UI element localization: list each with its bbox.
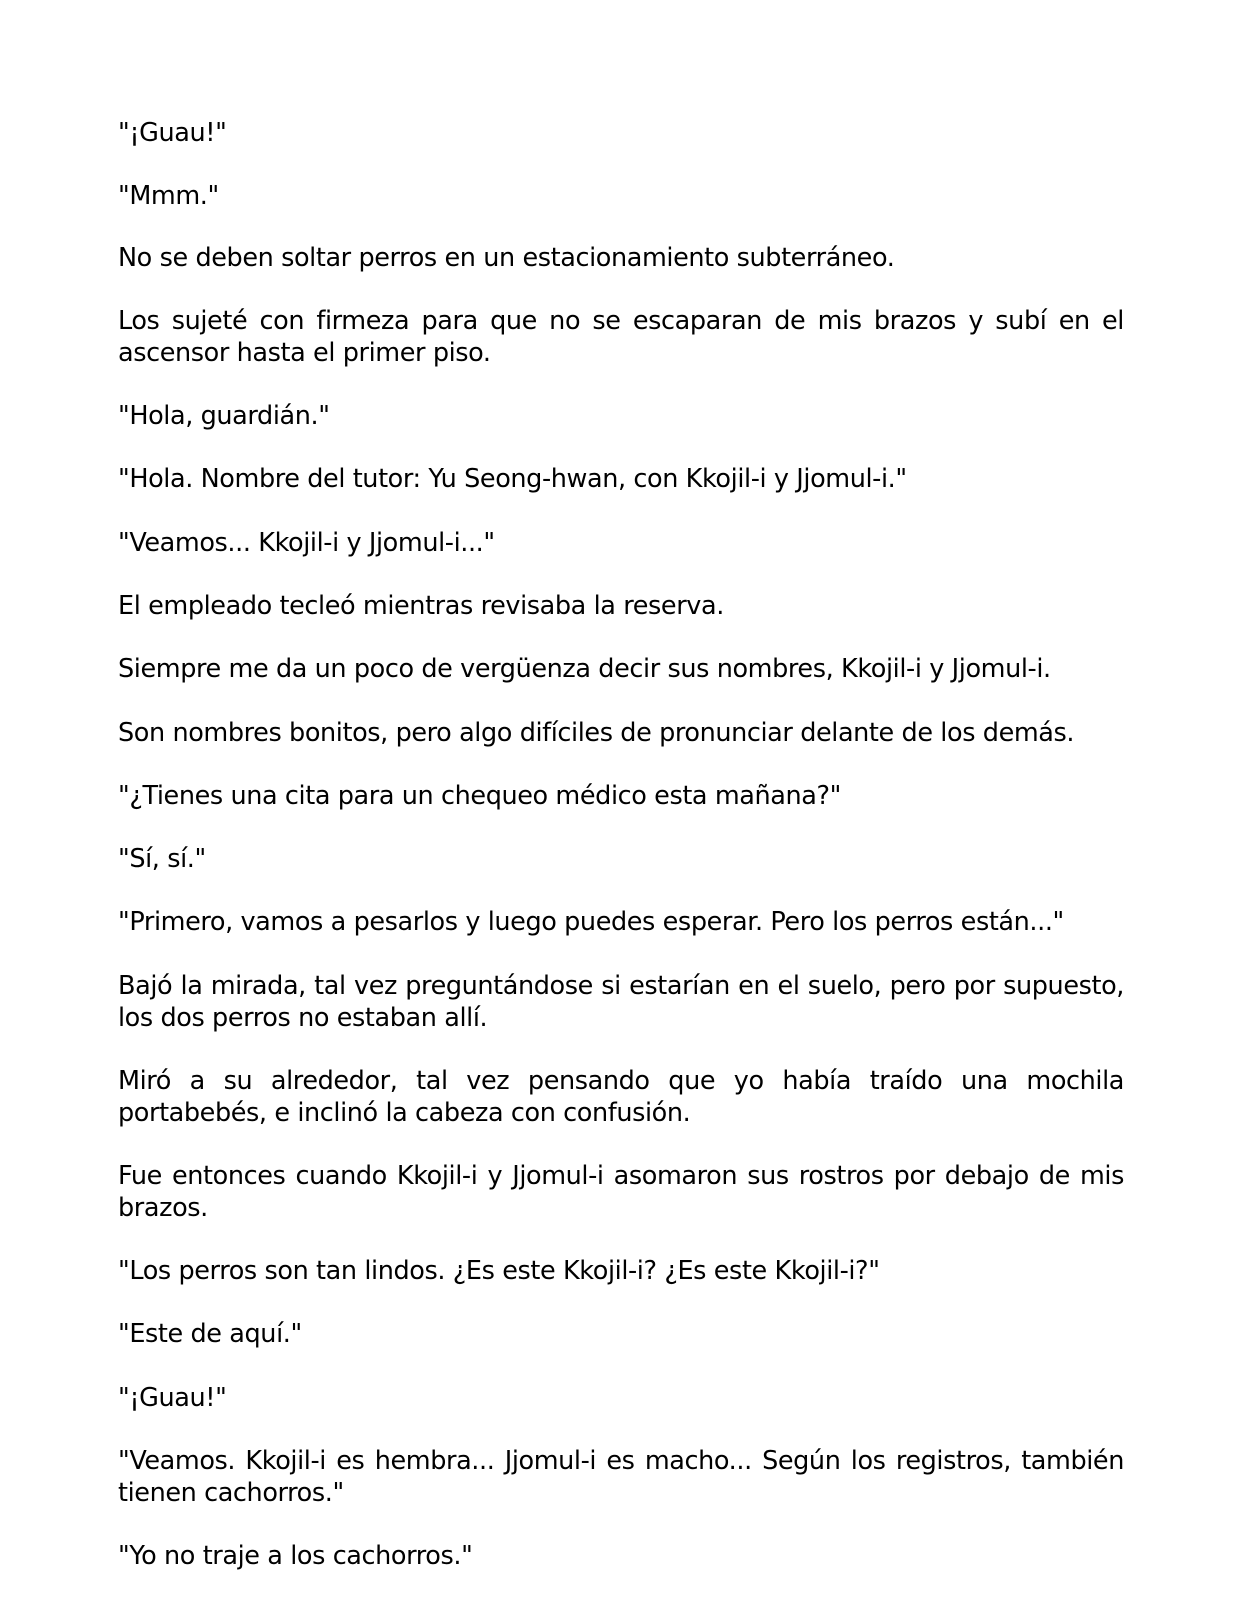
paragraph: Bajó la mirada, tal vez preguntándose si estarían en el suelo, pero por supuesto, los dos perros no estaban allí. <box>118 971 1124 1033</box>
paragraph: "Este de aquí." <box>118 1319 302 1349</box>
paragraph: "¡Guau!" <box>118 118 227 148</box>
paragraph: "Primero, vamos a pesarlos y luego puedes esperar. Pero los perros están..." <box>118 907 1064 937</box>
paragraph: "Veamos. Kkojil-i es hembra... Jjomul-i es macho... Según los registros, también tienen cachorros." <box>118 1446 1124 1508</box>
paragraph: Los sujeté con firmeza para que no se escaparan de mis brazos y subí en el ascensor hasta el primer piso. <box>118 306 1124 368</box>
paragraph: "¡Guau!" <box>118 1383 227 1413</box>
paragraph: "Veamos... Kkojil-i y Jjomul-i..." <box>118 528 495 558</box>
paragraph: El empleado tecleó mientras revisaba la reserva. <box>118 591 724 621</box>
paragraph: "Hola, guardián." <box>118 401 330 431</box>
paragraph: "Los perros son tan lindos. ¿Es este Kkojil-i? ¿Es este Kkojil-i?" <box>118 1256 880 1286</box>
paragraph: "Mmm." <box>118 181 219 211</box>
paragraph: Fue entonces cuando Kkojil-i y Jjomul-i asomaron sus rostros por debajo de mis brazos. <box>118 1161 1124 1223</box>
paragraph: "Sí, sí." <box>118 844 206 874</box>
paragraph: "¿Tienes una cita para un chequeo médico esta mañana?" <box>118 781 841 811</box>
paragraph: Siempre me da un poco de vergüenza decir sus nombres, Kkojil-i y Jjomul-i. <box>118 654 1051 684</box>
paragraph: Son nombres bonitos, pero algo difíciles de pronunciar delante de los demás. <box>118 718 1075 748</box>
paragraph: "Hola. Nombre del tutor: Yu Seong-hwan, con Kkojil-i y Jjomul-i." <box>118 464 907 494</box>
paragraph: "Yo no traje a los cachorros." <box>118 1541 473 1571</box>
paragraph: No se deben soltar perros en un estacionamiento subterráneo. <box>118 243 895 273</box>
paragraph: Miró a su alrededor, tal vez pensando que yo había traído una mochila portabebés, e inclinó la cabeza con confusión. <box>118 1066 1124 1128</box>
